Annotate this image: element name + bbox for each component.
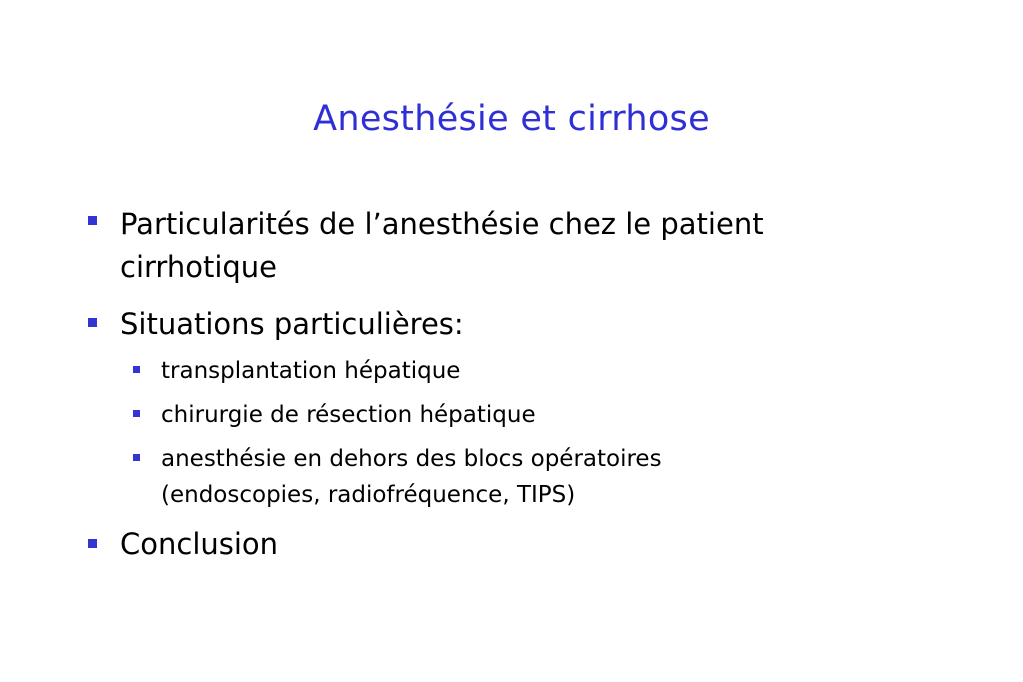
sub-bullet-square-icon	[133, 454, 140, 461]
bullet-text: Particularités de l’anesthésie chez le patient	[120, 207, 764, 241]
sub-bullet-square-icon	[133, 366, 140, 373]
sub-bullet-text-continued: (endoscopies, radiofréquence, TIPS)	[161, 482, 576, 508]
slide-title: Anesthésie et cirrhose	[313, 99, 710, 139]
bullet-text: Conclusion	[120, 527, 279, 561]
sub-bullet-text: transplantation hépatique	[161, 358, 461, 384]
sub-bullet-square-icon	[133, 410, 140, 417]
bullet-square-icon	[88, 539, 97, 548]
sub-bullet-text: anesthésie en dehors des blocs opératoires	[161, 446, 662, 472]
bullet-text-continued: cirrhotique	[120, 250, 278, 284]
bullet-square-icon	[88, 216, 97, 225]
bullet-text: Situations particulières:	[120, 307, 464, 341]
bullet-square-icon	[88, 318, 97, 327]
sub-bullet-text: chirurgie de résection hépatique	[161, 402, 536, 428]
